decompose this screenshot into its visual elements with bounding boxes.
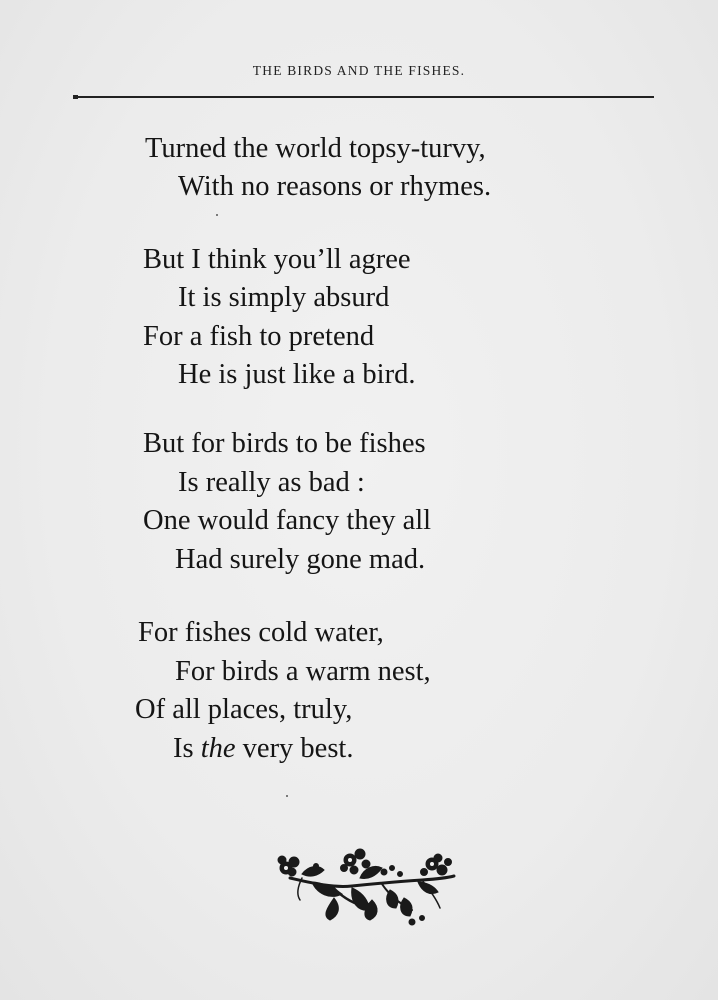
rule-tick bbox=[73, 95, 78, 99]
poem-line: Of all places, truly, bbox=[135, 694, 353, 725]
print-speck bbox=[216, 214, 218, 216]
line-after: very best. bbox=[235, 733, 354, 764]
poem-line: With no reasons or rhymes. bbox=[178, 171, 492, 202]
header-rule bbox=[73, 96, 654, 98]
poem-line-emphasis bbox=[173, 733, 353, 765]
poem-line: Is really as bad : bbox=[178, 467, 365, 498]
floral-sprig-icon bbox=[272, 838, 462, 928]
poem-line: It is simply absurd bbox=[178, 282, 390, 313]
poem-line: For a fish to pretend bbox=[143, 321, 375, 352]
running-head: THE BIRDS AND THE FISHES. bbox=[252, 63, 466, 78]
poem-line: But for birds to be fishes bbox=[143, 428, 426, 459]
print-speck bbox=[286, 795, 288, 797]
poem-line: But I think you’ll agree bbox=[143, 244, 411, 275]
line-before: Is bbox=[173, 733, 201, 764]
poem-line: Had surely gone mad. bbox=[175, 544, 426, 575]
poem-line: For birds a warm nest, bbox=[175, 656, 431, 687]
poem-line: For fishes cold water, bbox=[138, 617, 384, 648]
poem-line: Turned the world topsy-turvy, bbox=[145, 133, 486, 164]
emphasized-word: the bbox=[200, 733, 236, 764]
poem-line: One would fancy they all bbox=[143, 505, 432, 536]
poem-line: He is just like a bird. bbox=[178, 359, 416, 390]
